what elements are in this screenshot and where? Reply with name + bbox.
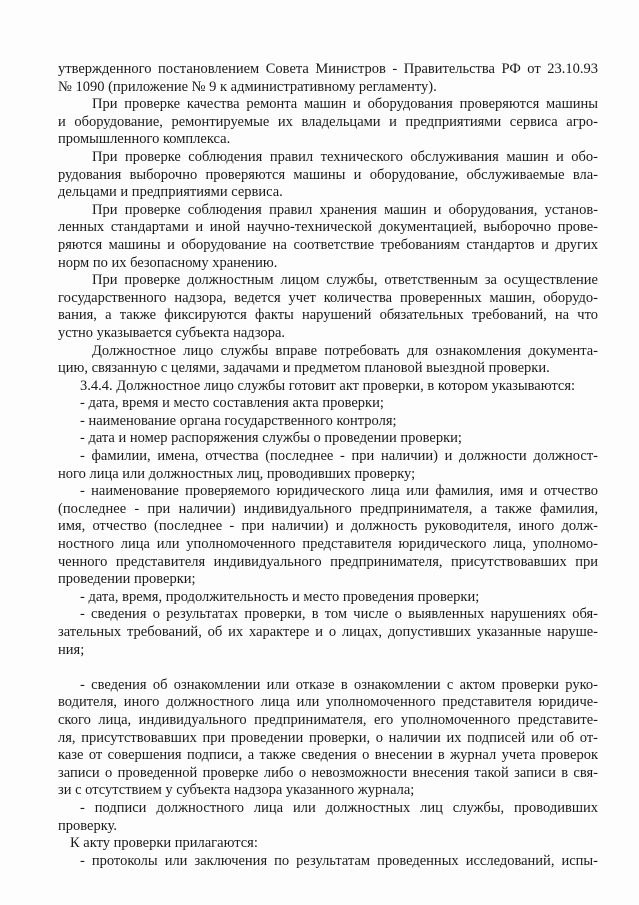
document-line: государственного надзора, ведется учет количества проверенных машин, оборудо- (58, 289, 598, 306)
document-line: - дата, время, продолжительность и место проведения проверки; (80, 588, 480, 605)
document-line: - наименование проверяемого юридического лица или фамилия, имя и отчество (80, 483, 598, 500)
document-line: ного лица или должностных лиц, проводивших проверку; (58, 465, 416, 482)
document-line: казе от совершения подписи, а также сведения о внесении в журнал учета проверок (58, 747, 598, 764)
document-body (58, 61, 598, 870)
document-line: ния; (58, 641, 85, 658)
document-line: вания, а также фиксируются факты нарушений обязательных требований, на что (58, 307, 598, 324)
document-line: ченного представителя индивидуального предпринимателя, присутствовавших при (58, 553, 598, 570)
document-line: цию, связанную с целями, задачами и предметом плановой выездной проверки. (58, 360, 550, 377)
document-line: ля, присутствовавших при проведении проверки, о наличии их подписей или об от- (58, 729, 598, 746)
document-line: устно указывается субъекта надзора. (58, 324, 286, 341)
document-line: При проверке соблюдения правил хранения машин и оборудования, установ- (92, 201, 598, 218)
document-line: рудования выборочно проверяются машины и оборудование, обслуживаемые вла- (58, 166, 598, 183)
document-line: ряются машины и оборудование на соответствие требованиям стандартов и других (58, 236, 598, 253)
document-line: - дата и номер распоряжения службы о проведении проверки; (80, 430, 462, 447)
document-line: - подписи должностного лица или должностных лиц службы, проводивших (80, 799, 598, 816)
document-line: - протоколы или заключения по результатам проведенных исследований, испы- (80, 852, 598, 869)
document-line: ностного лица или уполномоченного представителя юридического лица, уполномо- (58, 536, 598, 553)
document-line: промышленного комплекса. (58, 131, 231, 148)
document-line: имя, отчество (последнее - при наличии) и должность руководителя, иного долж- (58, 518, 598, 535)
document-line: - сведения об ознакомлении или отказе в ознакомлении с актом проверки руко- (80, 676, 598, 693)
document-line: 3.4.4. Должностное лицо службы готовит акт проверки, в котором указываются: (80, 377, 576, 394)
document-line: - наименование органа государственного контроля; (80, 412, 397, 429)
document-line: При проверке качества ремонта машин и оборудования проверяются машины (92, 96, 598, 113)
document-line: зательных требований, об их характере и о лицах, допустивших указанные наруше- (58, 624, 598, 640)
document-line: проведении проверки; (58, 571, 196, 588)
document-line: - сведения о результатах проверки, в том числе о выявленных нарушениях обя- (80, 606, 598, 623)
document-line: № 1090 (приложение № 9 к административному регламенту). (58, 78, 437, 95)
document-line: дельцами и предприятиями сервиса. (58, 184, 283, 201)
document-line: - дата, время и место составления акта проверки; (80, 395, 384, 412)
document-line: К акту проверки прилагаются: (70, 835, 258, 852)
document-line: При проверке должностным лицом службы, ответственным за осуществление (92, 272, 598, 289)
document-line: проверку. (58, 817, 117, 834)
document-line: (последнее - при наличии) индивидуального предпринимателя, а также фамилия, (58, 500, 598, 517)
document-line (58, 659, 598, 677)
document-line: Должностное лицо службы вправе потребовать для ознакомления документа- (92, 342, 598, 359)
document-line: ленных стандартами и иной научно-технической документацией, выборочно прове- (58, 219, 598, 236)
document-line: - фамилии, имена, отчества (последнее - при наличии) и должности должност- (80, 448, 598, 465)
document-line: и оборудование, ремонтируемые их владельцами и предприятиями сервиса агро- (58, 113, 598, 130)
document-line: норм по их безопасному хранению. (58, 254, 278, 271)
document-line: утвержденного постановлением Совета Министров - Правительства РФ от 23.10.93 (58, 61, 598, 77)
document-line: водителя, иного должностного лица или уполномоченного представителя юридиче- (58, 694, 598, 711)
document-line: зи с отсутствием у субъекта надзора указанного журнала; (58, 782, 415, 799)
document-line: При проверке соблюдения правил технического обслуживания машин и обо- (92, 148, 598, 165)
document-line: записи о проведенной проверке либо о невозможности внесения такой записи в свя- (58, 764, 598, 781)
document-line: ского лица, индивидуального предпринимателя, его уполномоченного представите- (58, 711, 598, 728)
